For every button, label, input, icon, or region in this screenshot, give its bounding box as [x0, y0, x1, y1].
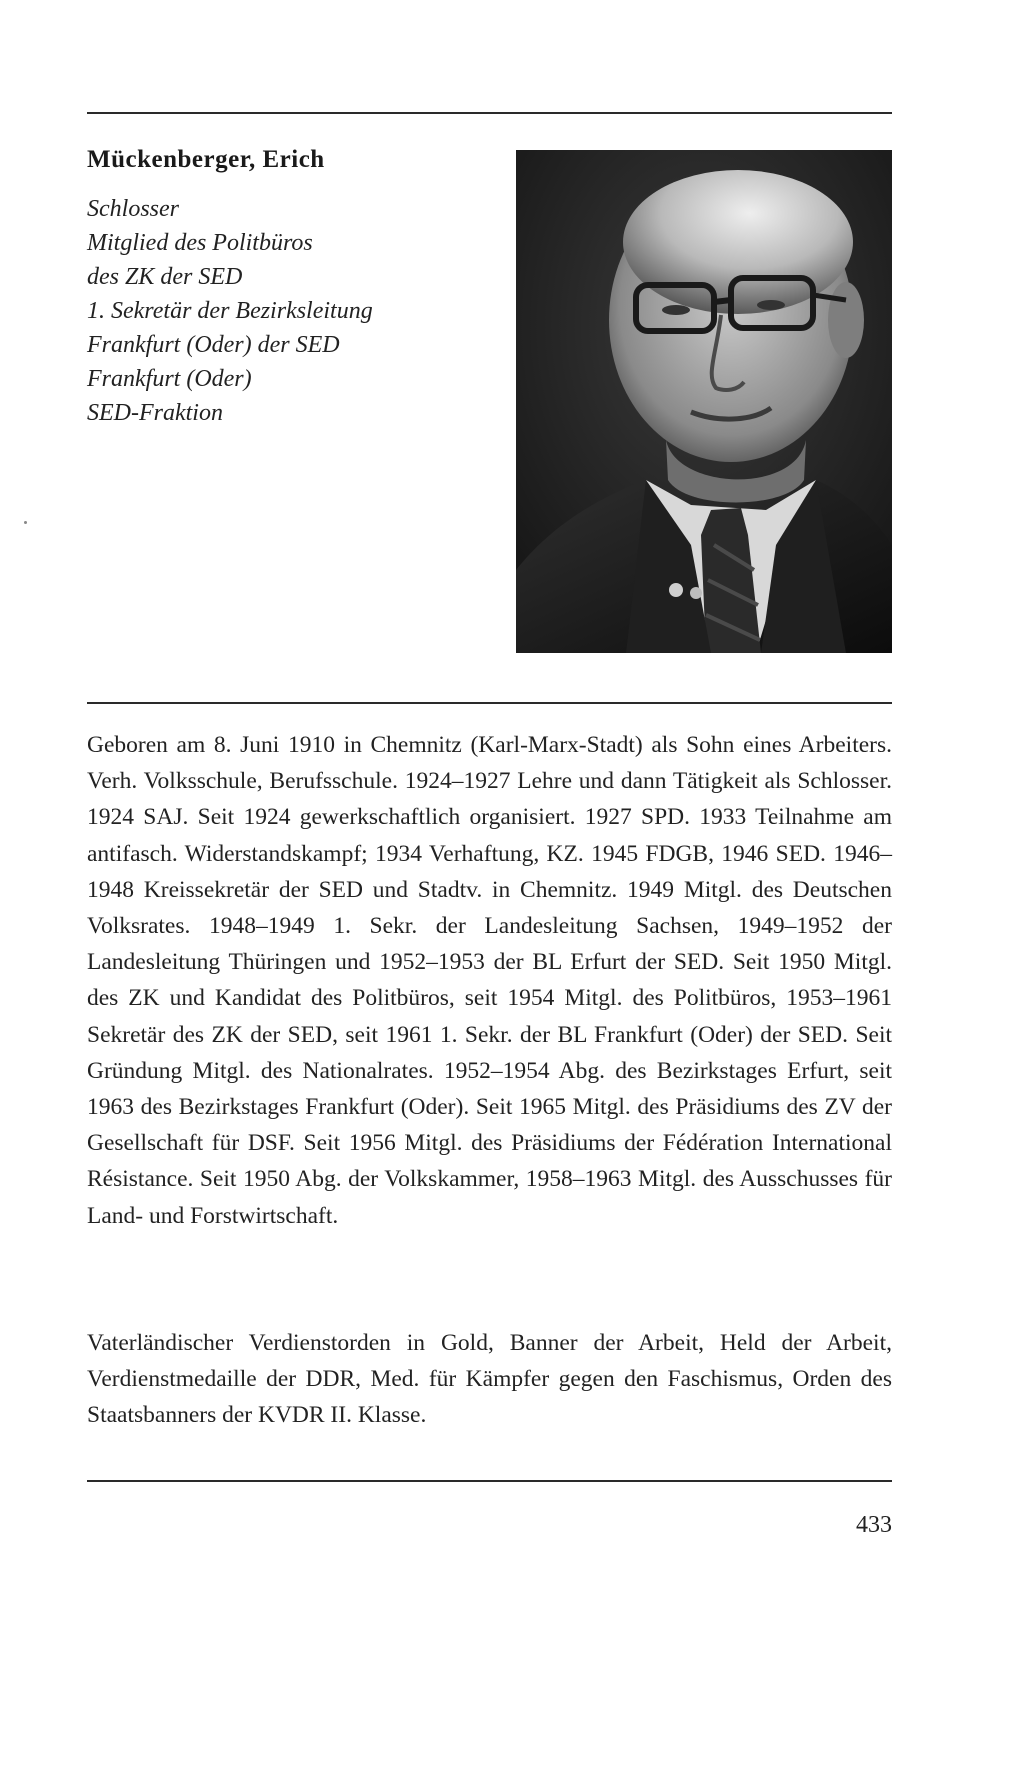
function-line: des ZK der SED — [87, 264, 243, 290]
function-line: 1. Sekretär der Bezirksleitung — [87, 298, 373, 324]
function-line: Frankfurt (Oder) der SED — [87, 332, 340, 358]
function-line: SED-Fraktion — [87, 400, 223, 426]
bottom-rule — [87, 1480, 892, 1482]
awards-text: Vaterländischer Verdienstorden in Gold, Banner der Arbeit, Held der Arbeit, Verdienstmedaille der DDR, Med. für Kämpfer gegen den Faschismus, Orden des Staatsbanners der KVDR II. Klasse. — [87, 1330, 892, 1429]
print-speck — [24, 521, 27, 524]
page-number: 433 — [856, 1512, 892, 1538]
function-line: Mitglied des Politbüros — [87, 230, 313, 256]
person-name: Mückenberger, Erich — [87, 146, 325, 173]
person-functions — [87, 192, 487, 430]
top-rule — [87, 112, 892, 114]
biography-text: Geboren am 8. Juni 1910 in Chemnitz (Karl-Marx-Stadt) als Sohn eines Arbeiters. Verh. Volksschule, Berufsschule. 1924–1927 Lehre und dann Tätigkeit als Schlosser. 1924 SAJ. Seit 1924 gewerkschaftlich organisiert. 1927 SPD. 1933 Teilnahme am antifasch. Widerstandskampf; 1934 Verhaftung, KZ. 1945 FDGB, 1946 SED. 1946–1948 Kreissekretär der SED und Stadtv. in Chemnitz. 1949 Mitgl. des Deutschen Volksrates. 1948–1949 1. Sekr. der Landesleitung Sachsen, 1949–1952 der Landesleitung Thüringen und 1952–1953 der BL Erfurt der SED. Seit 1950 Mitgl. des ZK und Kandidat des Politbüros, seit 1954 Mitgl. des Politbüros, 1953–1961 Sekretär des ZK der SED, seit 1961 1. Sekr. der BL Frankfurt (Oder) der SED. Seit Gründung Mitgl. des Nationalrates. 1952–1954 Abg. des Bezirkstages Erfurt, seit 1963 des Bezirkstages Frankfurt (Oder). Seit 1965 Mitgl. des Präsidiums des ZV der Gesellschaft für DSF. Seit 1956 Mitgl. des Präsidiums der Fédération International Résistance. Seit 1950 Abg. der Volkskammer, 1958–1963 Mitgl. des Ausschusses für Land- und Forstwirtschaft. — [87, 732, 892, 1229]
function-line: Schlosser — [87, 196, 179, 222]
function-line: Frankfurt (Oder) — [87, 366, 252, 392]
middle-rule — [87, 702, 892, 704]
portrait-photo — [516, 150, 892, 653]
